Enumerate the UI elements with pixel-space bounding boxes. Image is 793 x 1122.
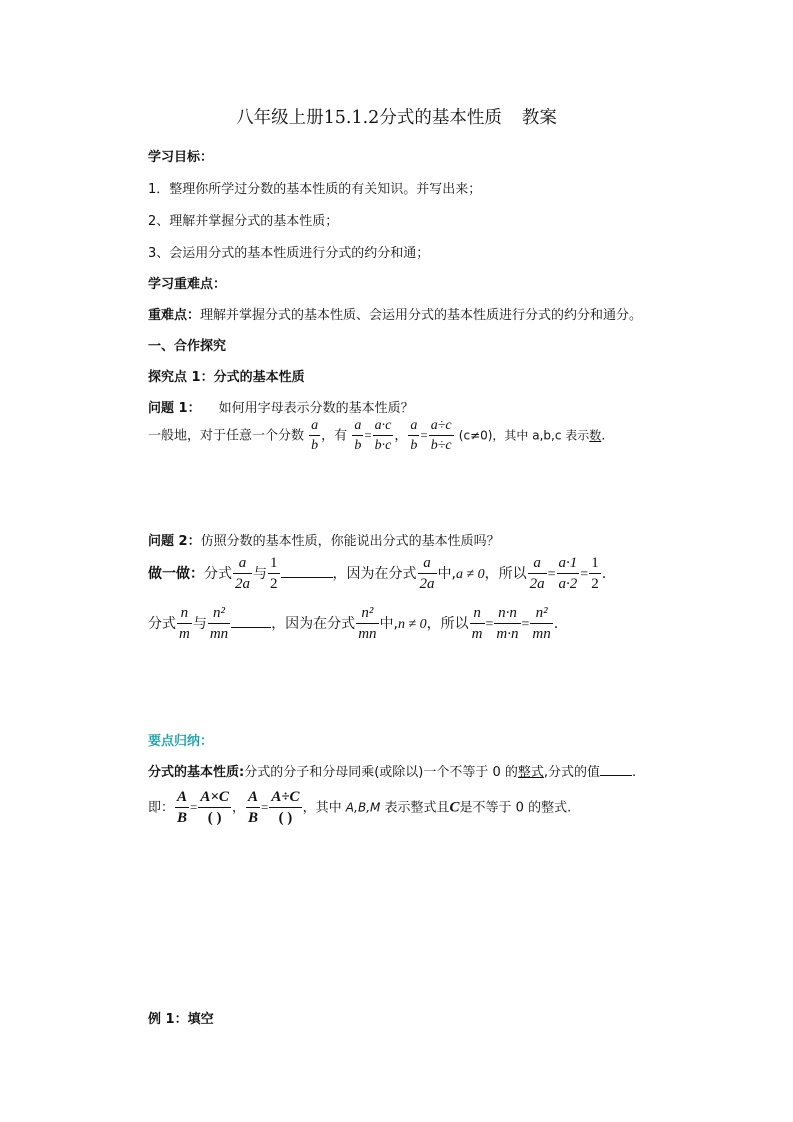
condition-text: (c≠0)，其中 a,b,c 表示 <box>458 428 590 443</box>
line-text: ，因为在分式 <box>332 566 417 582</box>
line-text: 中, <box>437 566 456 582</box>
answer-blank[interactable] <box>281 577 333 578</box>
property-text: 分式的分子和分母同乘(或除以)一个不等于 0 的 <box>244 765 518 780</box>
fraction <box>528 556 547 592</box>
denominator: b <box>410 438 418 453</box>
line-text: 分式 <box>204 566 232 582</box>
answer-blank[interactable] <box>600 775 632 776</box>
equals-sign: = <box>420 427 428 443</box>
question-2-text: 仿照分数的基本性质，你能说出分式的基本性质吗？ <box>200 534 500 549</box>
denominator-blank[interactable]: ( ) <box>207 810 222 826</box>
fraction <box>309 419 320 453</box>
period: . <box>632 765 637 780</box>
keypoints-label: 重难点： <box>148 308 201 323</box>
numerator: A÷C <box>269 790 301 808</box>
denominator: 2a <box>419 576 435 592</box>
property-text: ,分式的值 <box>543 765 601 780</box>
numerator: A <box>246 790 260 808</box>
question-1-text: 如何用字母表示分数的基本性质？ <box>218 401 414 416</box>
keypoints-text: 理解并掌握分式的基本性质、会运用分式的基本性质进行分式的约分和通分。 <box>200 308 643 323</box>
title-main: 八年级上册15.1.2分式的基本性质 <box>236 108 502 128</box>
numerator: n² <box>356 606 378 624</box>
line-text: 与 <box>253 566 267 582</box>
numerator: A <box>175 790 189 808</box>
separator: ， <box>394 428 408 444</box>
fraction <box>269 790 301 826</box>
fraction <box>429 419 454 453</box>
denominator: 2 <box>270 576 278 592</box>
denominator: B <box>177 810 188 826</box>
condition: n ≠ 0 <box>397 617 427 632</box>
property-line <box>148 761 636 780</box>
fraction <box>530 606 552 642</box>
denominator: b <box>354 438 362 453</box>
numerator: a·1 <box>557 556 580 574</box>
question-1-label: 问题 1： <box>148 401 201 416</box>
numerator: n·n <box>494 606 520 624</box>
line-text: 表示整式且 <box>384 800 450 816</box>
fraction <box>233 556 252 592</box>
denominator: mn <box>532 626 551 642</box>
objective-item: 1．整理你所学过分数的基本性质的有关知识。并写出来； <box>148 182 482 197</box>
numerator: a÷c <box>429 419 454 436</box>
fraction <box>589 556 601 592</box>
denominator: b <box>311 438 319 453</box>
fraction <box>356 606 378 642</box>
equals-sign: = <box>485 617 494 632</box>
fraction <box>246 790 260 826</box>
line-text: ，所以 <box>426 616 469 632</box>
fraction <box>557 556 580 592</box>
section-heading: 一、合作探究 <box>148 339 227 354</box>
fraction <box>352 419 363 453</box>
numerator: a·c <box>373 419 394 436</box>
denominator: 2 <box>591 576 599 592</box>
denominator: m <box>471 626 483 642</box>
fraction <box>408 419 419 453</box>
keypoints-line <box>148 304 642 323</box>
period: . <box>601 566 607 582</box>
fraction-property-line <box>148 419 605 453</box>
numerator: 1 <box>589 556 601 574</box>
line-text: 分式 <box>148 616 176 632</box>
question-1 <box>148 397 414 416</box>
answer-blank[interactable] <box>231 627 271 628</box>
numerator: a <box>233 556 252 574</box>
equals-sign: = <box>521 617 530 632</box>
fraction <box>175 790 189 826</box>
property-label: 分式的基本性质: <box>148 765 245 780</box>
numerator: a <box>352 419 363 436</box>
equals-sign: = <box>190 799 198 815</box>
line-text: 即： <box>148 800 175 816</box>
denominator: 2a <box>529 576 545 592</box>
formula-line <box>148 790 571 826</box>
question-2 <box>148 530 500 549</box>
denominator: m <box>179 626 190 642</box>
denominator: mn <box>209 626 229 642</box>
numerator: a <box>309 419 320 436</box>
numerator: n² <box>530 606 552 624</box>
numerator: a <box>408 419 419 436</box>
objectives-heading: 学习目标： <box>148 150 214 165</box>
term-zhengshi: 整式 <box>517 765 544 780</box>
separator: ， <box>231 800 245 816</box>
objective-item: 3、会运用分式的基本性质进行分式的约分和通； <box>148 246 430 261</box>
denominator: B <box>247 810 258 826</box>
condition: a ≠ 0 <box>455 567 485 582</box>
objective-item: 2、理解并掌握分式的基本性质； <box>148 214 339 229</box>
summary-heading: 要点归纳： <box>148 734 214 749</box>
equals-sign: = <box>364 427 372 443</box>
equals-sign: = <box>260 799 269 815</box>
line-text: ，因为在分式 <box>271 616 356 632</box>
line-text: 是不等于 0 的整式. <box>459 800 572 816</box>
numerator: n² <box>208 606 230 624</box>
numerator: a <box>528 556 547 574</box>
numerator: n <box>470 606 485 624</box>
variables: A,B,M <box>345 800 381 815</box>
denominator: mn <box>358 626 377 642</box>
line-text: ，其中 <box>302 800 342 816</box>
period: . <box>553 616 559 632</box>
denominator: m·n <box>496 626 519 642</box>
fraction <box>198 790 231 826</box>
equals-sign: = <box>547 567 556 582</box>
try-label: 做一做： <box>148 566 204 582</box>
question-2-label: 问题 2： <box>148 534 201 549</box>
equals-sign: = <box>580 567 589 582</box>
explore-heading: 探究点 1：分式的基本性质 <box>148 370 305 385</box>
fraction <box>373 419 394 453</box>
line-text: ，有 <box>321 428 348 444</box>
denominator: b·c <box>374 438 392 453</box>
fraction <box>208 606 230 642</box>
denominator: 2a <box>235 576 250 592</box>
line-text: ，所以 <box>484 566 527 582</box>
fraction <box>177 606 192 642</box>
line-text: 一般地，对于任意一个分数 <box>148 428 305 444</box>
line-text: 中, <box>379 616 398 632</box>
numerator: n <box>177 606 192 624</box>
example-1-label: 例 1：填空 <box>148 1012 214 1027</box>
fraction <box>268 556 280 592</box>
fraction <box>494 606 520 642</box>
denominator: a·2 <box>558 576 578 592</box>
try-line-2 <box>148 606 558 642</box>
denominator: b÷c <box>430 438 452 453</box>
period: . <box>601 428 606 444</box>
fraction <box>470 606 485 642</box>
denominator-blank[interactable]: ( ) <box>278 810 293 826</box>
try-line-1 <box>148 556 606 592</box>
line-text: 与 <box>192 616 207 632</box>
keypoints-heading: 学习重难点： <box>148 277 227 292</box>
numerator: A×C <box>198 790 231 808</box>
term-shu: 数 <box>589 428 602 443</box>
title-suffix: 教案 <box>521 108 557 128</box>
variable-c: C <box>449 799 460 816</box>
numerator: 1 <box>268 556 280 574</box>
page-title <box>0 104 793 129</box>
numerator: a <box>418 556 437 574</box>
fraction <box>418 556 437 592</box>
